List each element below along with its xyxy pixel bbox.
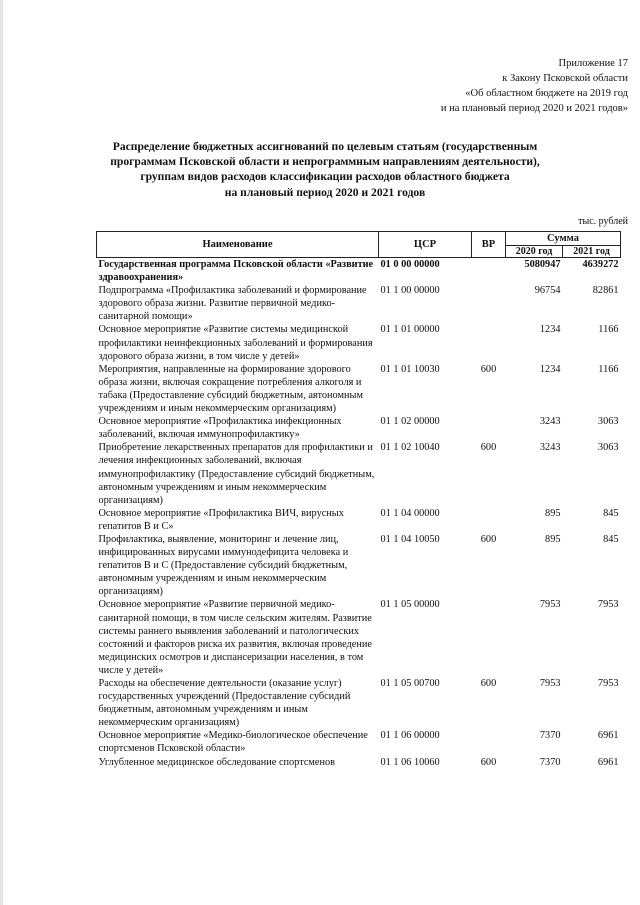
row-name: Подпрограмма «Профилактика заболеваний и формирование здорового образа жизни. Развитие первичной медико-санитарной помощи» bbox=[98, 285, 367, 323]
row-name: Профилактика, выявление, мониторинг и лечение лиц, инфицированных вирусами иммунодефицита человека и гепатитов В и С (Предоставление субсидий бюджетным, автономным учреждениям и иным некоммерческим организациям) bbox=[98, 533, 349, 598]
row-csr: 01 1 06 10060 bbox=[380, 756, 440, 768]
row-csr: 01 0 00 00000 bbox=[380, 259, 440, 270]
row-name: Основное мероприятие «Развитие системы медицинской профилактики неинфекционных заболеваний и формирования здорового образа жизни, в том числе у детей» bbox=[98, 324, 373, 362]
table-row bbox=[97, 729, 621, 755]
row-amount-2021: 7953 bbox=[597, 599, 619, 611]
row-amount-2021: 3063 bbox=[597, 442, 619, 454]
row-amount-2020: 3243 bbox=[539, 442, 561, 454]
row-vr: 600 bbox=[480, 363, 497, 375]
row-amount-2021: 7953 bbox=[597, 678, 619, 689]
table-row bbox=[97, 363, 621, 415]
row-name: Приобретение лекарственных препаратов для профилактики и лечения инфекционных заболеваний, включая иммунопрофилактику (Предоставление субсидий бюджетным, автономным учреждениям и иным некоммерческим организациям) bbox=[98, 442, 375, 506]
table-row bbox=[97, 441, 621, 506]
table-row bbox=[97, 598, 621, 677]
title-line: на плановый период 2020 и 2021 годов bbox=[224, 185, 426, 199]
title-line: программам Псковской области и непрограммным направлениям деятельности), bbox=[110, 155, 540, 169]
row-name: Основное мероприятие «Медико-биологическое обеспечение спортсменов Псковской области» bbox=[98, 730, 368, 755]
row-csr: 01 1 01 00000 bbox=[380, 324, 440, 336]
row-amount-2021: 1166 bbox=[598, 324, 619, 336]
row-amount-2020: 96754 bbox=[534, 285, 561, 297]
units-label: тыс. рублей bbox=[578, 216, 628, 227]
scan-edge bbox=[0, 0, 3, 905]
table-row bbox=[97, 533, 621, 598]
row-amount-2020: 895 bbox=[545, 507, 561, 519]
header-name: Наименование bbox=[97, 232, 379, 258]
row-name: Основное мероприятие «Профилактика инфекционных заболеваний, включая иммунопрофилактику» bbox=[98, 416, 342, 441]
row-name: Мероприятия, направленные на формирование здорового образа жизни, включая сокращение потребления алкоголя и табака (Предоставление субсидий бюджетным, автономным учреждениям и иным некоммерческим организациям) bbox=[98, 363, 363, 415]
row-csr: 01 1 02 10040 bbox=[380, 442, 440, 454]
row-csr: 01 1 00 00000 bbox=[380, 285, 440, 297]
title-line: Распределение бюджетных ассигнований по целевым статьям (государственным bbox=[112, 140, 538, 153]
row-csr: 01 1 05 00000 bbox=[380, 599, 440, 611]
row-amount-2021: 845 bbox=[603, 533, 619, 545]
row-vr bbox=[472, 258, 506, 285]
row-csr: 01 1 05 00700 bbox=[380, 678, 440, 689]
table-row bbox=[97, 258, 621, 285]
row-vr: 600 bbox=[480, 533, 497, 545]
row-amount-2021: 6961 bbox=[597, 730, 619, 742]
row-name: Углубленное медицинское обследование спортсменов bbox=[98, 756, 335, 768]
row-amount-2020: 7953 bbox=[539, 599, 561, 611]
row-csr: 01 1 02 00000 bbox=[380, 416, 440, 428]
row-amount-2020: 3243 bbox=[539, 416, 561, 428]
row-csr: 01 1 01 10030 bbox=[380, 363, 440, 375]
table-row bbox=[97, 507, 621, 533]
row-amount-2021: 845 bbox=[603, 507, 619, 519]
header-year-2021: 2021 год bbox=[563, 246, 621, 258]
row-vr bbox=[472, 415, 506, 441]
appendix-line: и на плановый период 2020 и 2021 годов» bbox=[440, 103, 628, 114]
appendix-reference bbox=[368, 56, 628, 116]
document-title bbox=[70, 139, 580, 200]
row-vr bbox=[472, 323, 506, 362]
row-vr bbox=[472, 729, 506, 755]
row-amount-2021: 6961 bbox=[597, 756, 619, 768]
appendix-line: к Закону Псковской области bbox=[502, 73, 628, 84]
table-row bbox=[97, 677, 621, 729]
header-sum: Сумма bbox=[506, 232, 621, 246]
row-amount-2021: 1166 bbox=[598, 363, 619, 375]
row-amount-2020: 7370 bbox=[539, 730, 561, 742]
row-amount-2020: 7370 bbox=[539, 756, 561, 768]
row-vr bbox=[472, 507, 506, 533]
table-header bbox=[97, 232, 621, 258]
row-vr: 600 bbox=[480, 756, 497, 768]
header-year-2020: 2020 год bbox=[506, 246, 563, 258]
row-amount-2021: 3063 bbox=[597, 416, 619, 428]
table-row bbox=[97, 284, 621, 323]
row-amount-2021: 4639272 bbox=[582, 259, 619, 270]
header-csr: ЦСР bbox=[379, 232, 472, 258]
row-amount-2020: 1234 bbox=[539, 363, 561, 375]
row-vr: 600 bbox=[480, 678, 497, 689]
row-csr: 01 1 04 00000 bbox=[380, 507, 440, 519]
header-vr: ВР bbox=[472, 232, 506, 258]
row-amount-2020: 895 bbox=[545, 533, 561, 545]
row-name: Основное мероприятие «Развитие первичной медико-санитарной помощи, в том числе сельским жителям. Развитие системы раннего выявления заболеваний и патологических состояний и факторов риска их развития, включая проведение медицинских осмотров и диспансеризации населения, в том числе у детей» bbox=[98, 599, 372, 676]
appendix-line: «Об областном бюджете на 2019 год bbox=[465, 88, 628, 99]
row-amount-2020: 5080947 bbox=[524, 259, 561, 270]
row-csr: 01 1 04 10050 bbox=[380, 533, 440, 545]
row-vr: 600 bbox=[480, 442, 497, 454]
table-body bbox=[97, 258, 621, 769]
table-row bbox=[97, 323, 621, 362]
title-line: группам видов расходов классификации расходов областного бюджета bbox=[140, 170, 510, 184]
row-name: Расходы на обеспечение деятельности (оказание услуг) государственных учреждений (Предоставление субсидий бюджетным, автономным учреждениям и иным некоммерческим организациям) bbox=[98, 678, 351, 729]
table-row bbox=[97, 756, 621, 769]
row-vr bbox=[472, 598, 506, 677]
row-vr bbox=[472, 284, 506, 323]
table-row bbox=[97, 415, 621, 441]
appendix-line: Приложение 17 bbox=[558, 58, 628, 69]
row-amount-2020: 7953 bbox=[539, 678, 561, 689]
row-name: Основное мероприятие «Профилактика ВИЧ, вирусных гепатитов В и С» bbox=[98, 507, 344, 532]
row-amount-2021: 82861 bbox=[592, 285, 619, 297]
row-csr: 01 1 06 00000 bbox=[380, 730, 440, 742]
row-name: Государственная программа Псковской области «Развитие здравоохранения» bbox=[98, 259, 374, 284]
budget-table bbox=[96, 231, 621, 769]
row-amount-2020: 1234 bbox=[539, 324, 561, 336]
